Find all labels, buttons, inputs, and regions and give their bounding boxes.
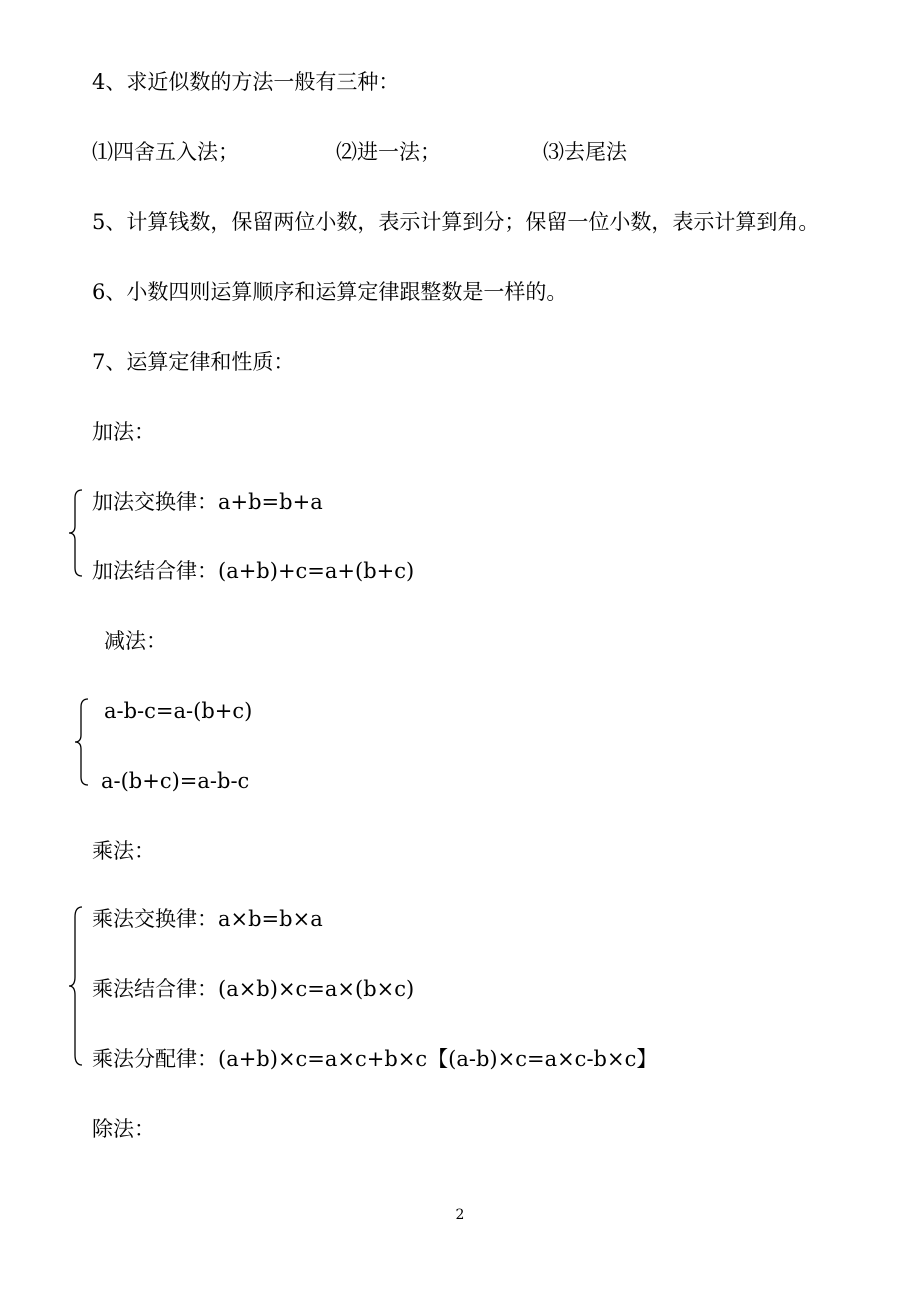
multiplication-associative-law: 乘法结合律：(a×b)×c=a×(b×c): [92, 977, 415, 1001]
multiplication-heading: 乘法：: [92, 839, 155, 863]
method-truncate: ⑶去尾法: [543, 140, 627, 164]
item-6-text: 6、小数四则运算顺序和运算定律跟整数是一样的。: [92, 280, 568, 304]
multiplication-commutative-law: 乘法交换律：a×b=b×a: [92, 907, 323, 931]
item-5-text: 5、计算钱数，保留两位小数，表示计算到分；保留一位小数，表示计算到角。: [92, 210, 820, 234]
multiplication-distributive-law: 乘法分配律：(a+b)×c=a×c+b×c【(a-b)×c=a×c-b×c】: [92, 1047, 658, 1071]
addition-brace: [68, 488, 84, 578]
method-rounding: ⑴四舍五入法；: [92, 140, 239, 164]
item-4-text: 4、求近似数的方法一般有三种：: [92, 70, 400, 94]
subtraction-rule-2: a-(b+c)=a-b-c: [101, 769, 250, 793]
multiplication-brace: [68, 905, 84, 1067]
addition-heading: 加法：: [92, 420, 155, 444]
page-number: 2: [455, 1207, 465, 1223]
division-heading: 除法：: [92, 1117, 155, 1141]
method-round-up: ⑵进一法；: [336, 140, 441, 164]
addition-commutative-law: 加法交换律：a+b=b+a: [92, 490, 323, 514]
addition-associative-law: 加法结合律：(a+b)+c=a+(b+c): [92, 559, 415, 583]
item-7-text: 7、运算定律和性质：: [92, 350, 295, 374]
subtraction-brace: [74, 697, 90, 787]
subtraction-heading: 减法：: [104, 629, 167, 653]
subtraction-rule-1: a-b-c=a-(b+c): [104, 699, 253, 723]
